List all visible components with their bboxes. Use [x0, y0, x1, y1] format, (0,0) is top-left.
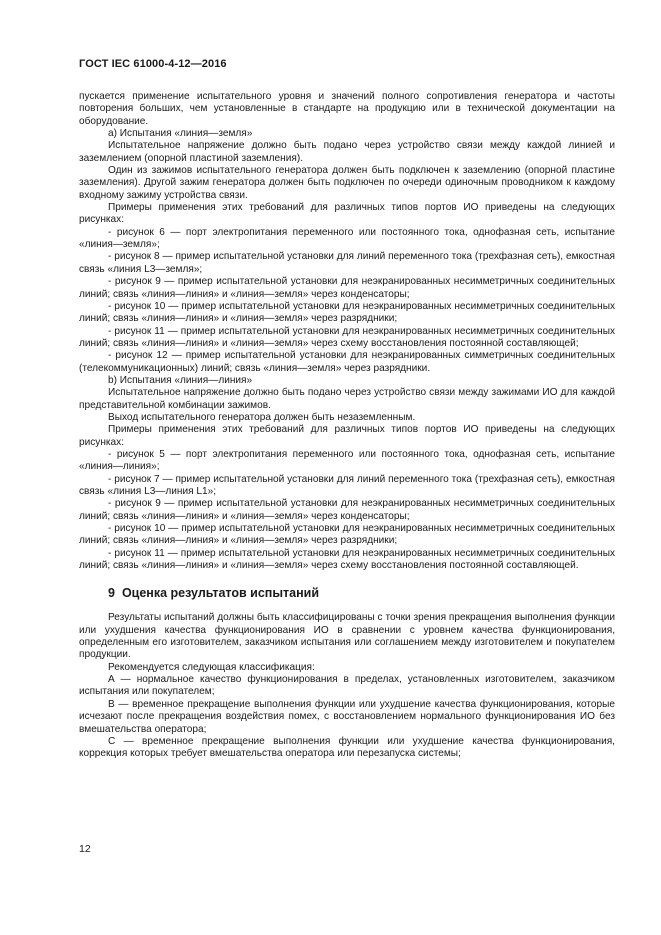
paragraph: - рисунок 12 — пример испытательной установки для неэкранированных симметричных соединительных (телекоммуникационных) линий; связь «линия—земля» через разрядники. — [79, 350, 615, 374]
paragraph: Примеры применения этих требований для различных типов портов ИО приведены на следующих рисунках: — [79, 424, 615, 448]
paragraph: Испытательное напряжение должно быть подано через устройство связи между зажимами ИО для каждой представительной комбинации зажимов. — [79, 387, 615, 411]
section-title: Оценка результатов испытаний — [121, 586, 320, 601]
paragraph: - рисунок 9 — пример испытательной установки для неэкранированных несимметричных соединительных линий; связь «линия—линия» и «линия—земля» через конденсаторы; — [79, 276, 615, 300]
page-number: 12 — [79, 843, 91, 855]
paragraph: Один из зажимов испытательного генератора должен быть подключен к заземлению (опорной пластине заземления). Другой зажим генератора должен быть подключен по очереди одиночным проводником к каждому входному зажиму устройства связи. — [79, 165, 615, 201]
paragraph: - рисунок 6 — порт электропитания переменного или постоянного тока, однофазная сеть, испытание «линия—земля»; — [79, 226, 615, 251]
paragraph: - рисунок 7 — пример испытательной установки для линий переменного тока (трехфазная сеть), емкостная связь «линия L3—линия L1»; — [79, 473, 615, 497]
paragraph: - рисунок 10 — пример испытательной установки для неэкранированных несимметричных соединительных линий; связь «линия—линия» и «линия—земля» через разрядники; — [79, 523, 615, 547]
paragraph: - рисунок 5 — порт электропитания переменного или постоянного тока, однофазная сеть, испытание «линия—линия»; — [79, 448, 615, 473]
section-8-continuation — [79, 91, 615, 572]
paragraph: пускается применение испытательного уровня и значений полного сопротивления генератора и частоты повторения больших, чем установленные в стандарте на продукцию или в технической документации на оборудование. — [79, 91, 615, 127]
paragraph: - рисунок 8 — пример испытательной установки для линий переменного тока (трехфазная сеть), емкостная связь «линия L3—земля»; — [79, 251, 615, 275]
paragraph: Испытательное напряжение должно быть подано через устройство связи между каждой линией и заземлением (опорной пластиной заземления). — [79, 140, 615, 164]
paragraph: С — временное прекращение выполнения функции или ухудшение качества функционирования, коррекция которых требует вмешательства оператора или перезапуска системы; — [79, 735, 615, 760]
paragraph: Рекомендуется следующая классификация: — [108, 661, 315, 673]
section-9-body — [79, 612, 615, 760]
paragraph: - рисунок 10 — пример испытательной установки для неэкранированных несимметричных соединительных линий; связь «линия—линия» и «линия—земля» через разрядники; — [79, 300, 615, 325]
paragraph: - рисунок 9 — пример испытательной установки для неэкранированных несимметричных соединительных линий; связь «линия—линия» и «линия—земля» через конденсаторы; — [79, 498, 615, 522]
document-header: ГОСТ IEC 61000-4-12—2016 — [79, 58, 227, 70]
paragraph: А — нормальное качество функционирования в пределах, установленных изготовителем, заказчиком испытания или покупателем; — [79, 674, 615, 698]
paragraph: Примеры применения этих требований для различных типов портов ИО приведены на следующих рисунках: — [79, 202, 615, 226]
paragraph: Результаты испытаний должны быть классифицированы с точки зрения прекращения выполнения функции или ухудшения качества функционирования ИО в сравнении с уровнем качества функционирования, определенным его изготовителем, заказчиком испытания или соглашением между изготовителем и покупателем продукции. — [79, 612, 615, 661]
section-heading — [79, 586, 615, 601]
section-number: 9 — [108, 586, 115, 601]
spacer — [79, 572, 615, 586]
paragraph: Выход испытательного генератора должен быть незаземленным. — [108, 411, 416, 423]
paragraph: а) Испытания «линия—земля» — [108, 128, 253, 140]
paragraph: b) Испытания «линия—линия» — [108, 374, 253, 386]
paragraph: - рисунок 11 — пример испытательной установки для неэкранированных несимметричных соединительных линий; связь «линия—линия» и «линия—земля» через схему восстановления постоянной составляющей; — [79, 325, 615, 349]
spacer — [79, 601, 615, 612]
document-body — [79, 91, 615, 761]
paragraph: - рисунок 11 — пример испытательной установки для неэкранированных несимметричных соединительных линий; связь «линия—линия» и «линия—земля» через схему восстановления постоянной составляющей. — [79, 547, 615, 572]
paragraph: В — временное прекращение выполнения функции или ухудшение качества функционирования, которые исчезают после прекращения воздействия помех, с восстановлением нормального функционирования ИО без вмешательства оператора; — [79, 698, 615, 735]
